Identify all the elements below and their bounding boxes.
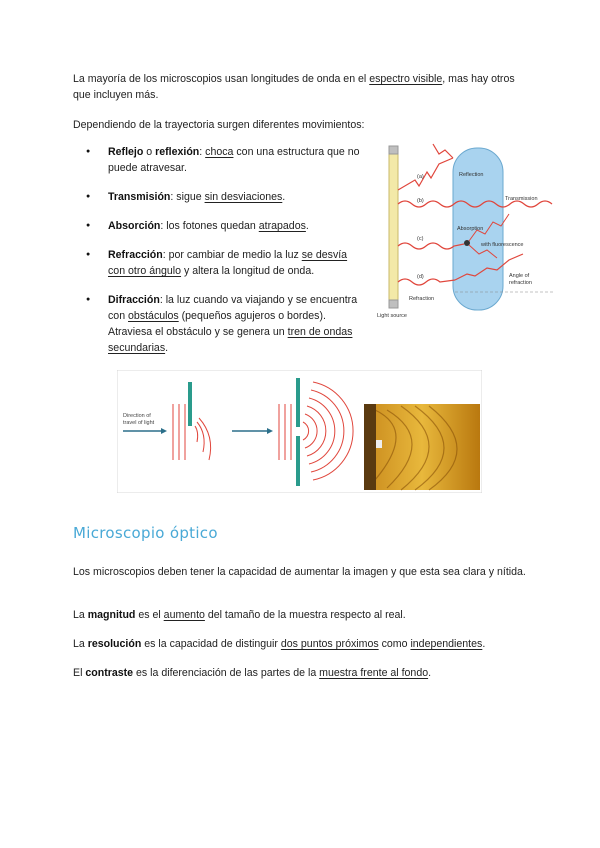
svg-text:(c): (c): [417, 236, 424, 242]
svg-text:Direction of: Direction of: [123, 413, 151, 419]
intro-text-end: , mas hay otros que incluyen más.: [73, 73, 515, 101]
paragraph-microscopes: Los microscopios deben tener la capacidad de aumentar la imagen y que esta sea clara y nítida.: [73, 566, 526, 578]
svg-text:refraction: refraction: [509, 280, 532, 286]
svg-text:(b): (b): [417, 198, 424, 204]
svg-text:Reflection: Reflection: [459, 172, 484, 178]
list-item: ● Absorción: los fotones quedan atrapados.: [86, 218, 366, 234]
movements-list: [86, 144, 366, 369]
svg-text:(a): (a): [417, 174, 424, 180]
diffraction-figure: [117, 370, 482, 493]
movements-intro: Dependiendo de la trayectoria surgen diferentes movimientos:: [73, 119, 365, 131]
light-source-tube: [389, 146, 398, 308]
section-title: Microscopio óptico: [73, 524, 218, 542]
svg-text:Angle of: Angle of: [509, 273, 530, 279]
svg-text:(d): (d): [417, 274, 424, 280]
svg-text:Light source: Light source: [377, 313, 407, 319]
light-interaction-diagram: [375, 142, 555, 320]
svg-text:Refraction: Refraction: [409, 296, 435, 302]
svg-text:with fluorescence: with fluorescence: [481, 242, 524, 248]
intro-text: La mayoría de los microscopios usan longitudes de onda en el: [73, 73, 370, 85]
svg-text:Transmission: Transmission: [505, 196, 538, 202]
intro-underlined: espectro visible: [369, 73, 443, 85]
intro-paragraph: [73, 71, 533, 103]
svg-text:Absorption: Absorption: [457, 226, 484, 232]
list-item: ● Reflejo o reflexión: choca con una estructura que no puede atravesar.: [86, 144, 366, 176]
paragraph-magnitud: La magnitud es el aumento del tamaño de la muestra respecto al real.: [73, 609, 406, 621]
list-item: ● Difracción: la luz cuando va viajando y se encuentra con obstáculos (pequeños agujeros o bordes). Atraviesa el obstáculo y se genera un tren de ondas secundarias.: [86, 292, 366, 356]
list-item: ● Transmisión: sigue sin desviaciones.: [86, 189, 366, 205]
paragraph-resolucion: La resolución es la capacidad de distinguir dos puntos próximos como independientes.: [73, 638, 486, 650]
list-item: ● Refracción: por cambiar de medio la luz se desvía con otro ángulo y altera la longitud de onda.: [86, 247, 366, 279]
paragraph-contraste: El contraste es la diferenciación de las partes de la muestra frente al fondo.: [73, 667, 432, 679]
svg-text:travel of light: travel of light: [123, 420, 155, 426]
